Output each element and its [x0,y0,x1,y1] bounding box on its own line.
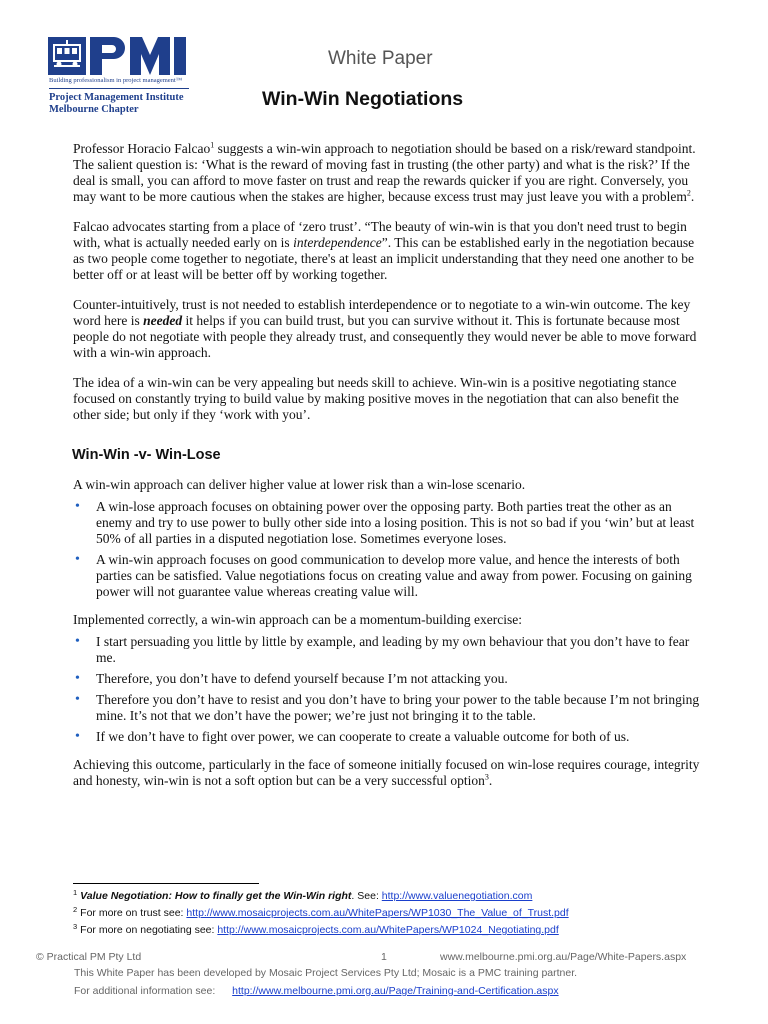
logo-divider [49,88,189,89]
paragraph-6: Implemented correctly, a win-win approach can be a momentum-building exercise: [73,612,522,627]
org-name-line1: Project Management Institute [49,92,184,103]
paragraph-7 [73,757,701,789]
footer-copyright: © Practical PM Pty Ltd [36,951,142,963]
org-name-line2: Melbourne Chapter [49,104,139,115]
p2-text-b: ”. This can be established early in the negotiation because as two people come together to negotiate, there's at least an implicit understanding that they need one another to be better off or at least will be better off by working together. [73,235,695,282]
footnote-1 [73,888,713,905]
list-item: • Therefore, you don’t have to defend yourself because I’m not attacking you. [73,671,701,687]
org-name [49,92,184,116]
pmi-logo [46,36,196,126]
footnotes [73,888,713,939]
paragraph-3 [73,297,701,361]
page-number: 1 [381,951,387,963]
footnote-ref-2[interactable]: 2 [686,188,691,198]
footnote-text: For more on trust see: [80,907,187,919]
paragraph-4: The idea of a win-win can be very appealing but needs skill to achieve. Win-win is a positive negotiating stance focused on constantly trying to build value by making positive moves in the negotiation that can also benefit the other side; but only if they ‘work with you’. [73,375,679,422]
p3-text-b: it helps if you can build trust, but you can survive without it. This is fortunate because most people do not negotiate with people they already trust, and consequently they would never be able to move forward with a win-win approach. [73,313,697,360]
footnote-ref-3[interactable]: 3 [484,772,489,782]
bullet-list-1 [73,499,701,600]
footer-developed-by: This White Paper has been developed by Mosaic Project Services Pty Ltd; Mosaic is a PMC training partner. [74,967,578,979]
footnote-title: Value Negotiation: How to finally get the Win-Win right [80,890,352,902]
footnote-text: . See: [351,890,382,902]
p2-emphasis: interdependence [293,235,382,250]
footnote-link[interactable]: http://www.mosaicprojects.com.au/WhitePapers/WP1030_The_Value_of_Trust.pdf [186,907,569,919]
document-type: White Paper [328,48,433,69]
paragraph-2 [73,219,701,283]
logo-tagline: Building professionalism in project management™ [49,77,183,84]
list-item: • I start persuading you little by little by example, and leading by my own behaviour that you don’t have to fear me. [73,634,701,666]
footer-more-link[interactable]: http://www.melbourne.pmi.org.au/Page/Training-and-Certification.aspx [232,985,559,997]
footer-site: www.melbourne.pmi.org.au/Page/White-Papers.aspx [440,951,687,963]
footnote-divider [73,883,259,884]
list-item: • If we don’t have to fight over power, we can cooperate to create a valuable outcome for both of us. [73,729,701,745]
body-content [73,141,701,803]
p1-text-b: suggests a win-win approach to negotiation should be based on a risk/reward standpoint. The salient question is: ‘What is the reward of moving fast in trusting (the other party) and what is the risk?’ If the deal is small, you can afford to move faster on trust and reap the rewards quicker if you are right. Conversely, you may want to be more cautious when the stakes are higher, because excess trust may just leave you with a problem [73,141,696,204]
footer-more-info [74,985,559,997]
section-heading: Win-Win -v- Win-Lose [72,447,221,463]
list-item: • A win-lose approach focuses on obtaining power over the opposing party. Both parties treat the other as an enemy and try to use power to bully other side into a losing position. This is not so bad if you ‘win’ but at least 50% of all parties in a disputed negotiation lose. Sometimes everyone loses. [73,499,701,547]
paragraph-5: A win-win approach can deliver higher value at lower risk than a win-lose scenario. [73,477,526,492]
p7-text-a: Achieving this outcome, particularly in the face of someone initially focused on win-lose requires courage, integrity and honesty, win-win is not a soft option but can be a very successful option [73,757,700,788]
p1-text-c: . [690,189,695,204]
p3-emphasis: needed [143,313,183,328]
footer-more-label: For additional information see: [74,985,216,997]
footnote-3 [73,922,713,939]
list-item: • Therefore you don’t have to resist and you don’t have to bring your power to the table because I’m not bringing mine. It’s not that we don’t have the power; we’re just not bringing it to the table. [73,692,701,724]
footnote-link[interactable]: http://www.valuenegotiation.com [381,890,533,902]
document-title: Win-Win Negotiations [262,88,464,110]
p1-text-a: Professor Horacio Falcao [73,141,211,156]
p2-text-a: Falcao advocates starting from a place of ‘zero trust’. “The beauty of win-win is that you don't need trust to begin with, what is actually needed early on is [73,219,687,250]
footnote-2 [73,905,713,922]
footnote-number: 3 [73,921,78,931]
bullet-list-2 [73,634,701,745]
footnote-text: For more on negotiating see: [80,924,218,936]
footnote-ref-1[interactable]: 1 [210,140,215,150]
footnote-number: 1 [73,887,78,897]
p7-text-b: . [488,773,493,788]
p3-text-a: Counter-intuitively, trust is not needed to establish interdependence or to negotiate to a win-win outcome. The key word here is [73,297,691,328]
pmi-logo-mark-icon [46,36,196,76]
footnote-link[interactable]: http://www.mosaicprojects.com.au/WhitePapers/WP1024_Negotiating.pdf [217,924,559,936]
paragraph-1 [73,141,701,205]
list-item: • A win-win approach focuses on good communication to develop more value, and hence the interests of both parties can be satisfied. Value negotiations focus on creating value and away from power. Focusing on gaining power will not guarantee value whereas creating value will. [73,552,701,600]
footnote-number: 2 [73,904,78,914]
